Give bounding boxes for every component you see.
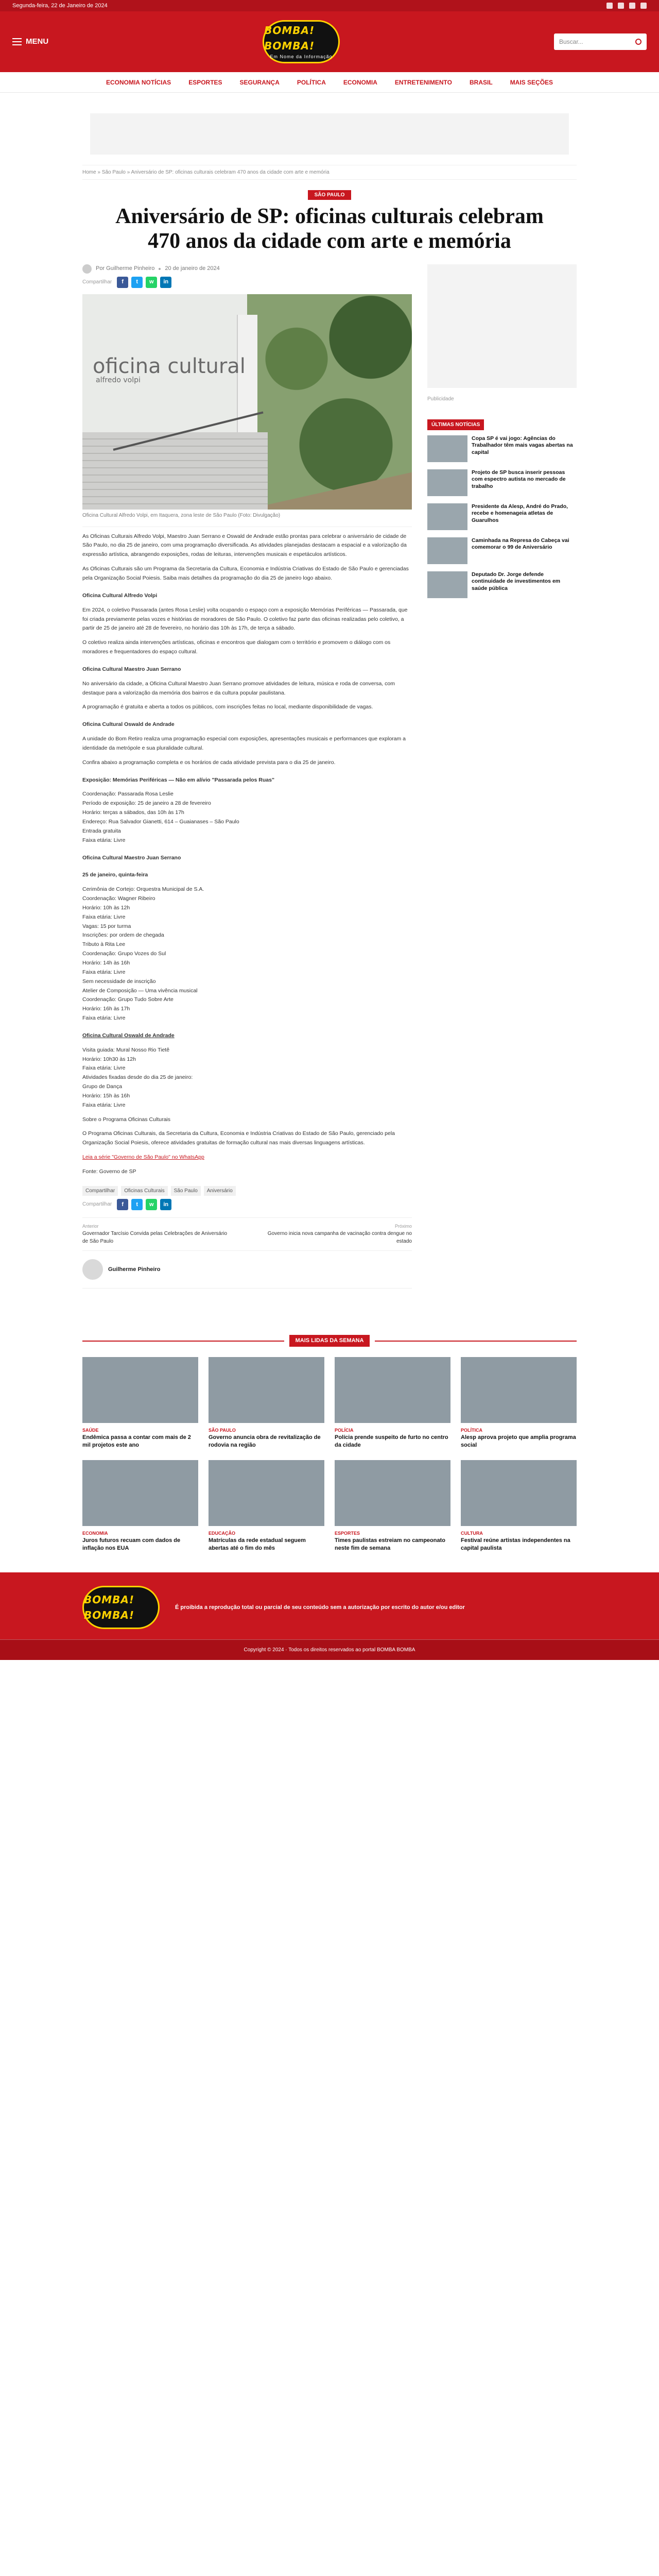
- sidebar-ad[interactable]: [427, 264, 577, 388]
- menu-button[interactable]: [12, 36, 48, 48]
- ad-label: Publicidade: [427, 396, 454, 402]
- paragraph: Confira abaixo a programação completa e os horários de cada atividade prevista para o dia 25 de janeiro.: [82, 759, 336, 766]
- news-thumbnail: [427, 537, 467, 564]
- tag[interactable]: Aniversário: [204, 1186, 236, 1196]
- nav-item[interactable]: MAIS SEÇÕES: [510, 78, 553, 86]
- ad-banner[interactable]: [90, 113, 569, 155]
- news-title: Caminhada na Represa do Cabeça vai comemorar o 99 de Aniversário: [472, 537, 569, 551]
- event-line: Faixa etária: Livre: [82, 1015, 126, 1022]
- author-box-name[interactable]: Guilherme Pinheiro: [108, 1266, 161, 1273]
- facebook-share-icon[interactable]: f: [117, 277, 128, 288]
- section-heading: Oficina Cultural Oswald de Andrade: [82, 721, 175, 728]
- card-category: SAÚDE: [82, 1427, 99, 1433]
- author-name[interactable]: Por Guilherme Pinheiro: [96, 265, 155, 272]
- event-line: Vagas: 15 por turma: [82, 923, 131, 929]
- event-line: Grupo de Dança: [82, 1083, 123, 1090]
- facebook-icon[interactable]: [606, 3, 613, 9]
- byline: [82, 264, 412, 274]
- news-thumbnail: [427, 435, 467, 462]
- event-line: Faixa etária: Livre: [82, 1065, 126, 1072]
- article-body: [82, 532, 412, 1177]
- paragraph: Em 2024, o coletivo Passarada (antes Rosa Leslie) volta ocupando o espaço com a exposição Memórias Periféricas — Passarada, que foi criada previamente pelas vozes e histórias de moradores de São Paulo. O coletivo faz parte das oficinas realizadas pelo coletivo, a partir de 25 de janeiro até 28 de fevereiro, no horário das 10h às 17h, de terça a sábado.: [82, 606, 408, 632]
- nav-item[interactable]: ECONOMIA NOTÍCIAS: [106, 78, 171, 86]
- whatsapp-share-icon[interactable]: w: [146, 277, 157, 288]
- news-card[interactable]: [335, 1357, 450, 1449]
- sidebar-news-item[interactable]: [427, 435, 577, 462]
- share-bar: [82, 277, 412, 288]
- event-line: Horário: 14h às 16h: [82, 959, 130, 966]
- event-heading: Oficina Cultural Maestro Juan Serrano: [82, 854, 181, 861]
- tag[interactable]: Compartilhar: [82, 1186, 118, 1196]
- sidebar: [427, 264, 577, 1289]
- top-bar-date: Segunda-feira, 22 de Janeiro de 2024: [12, 2, 108, 9]
- card-category: CULTURA: [461, 1530, 483, 1536]
- news-thumbnail: [427, 469, 467, 496]
- sidebar-news-item[interactable]: [427, 537, 577, 564]
- most-read-section: [82, 1335, 577, 1552]
- paragraph: No aniversário da cidade, a Oficina Cultural Maestro Juan Serrano promove atividades de leitura, música e roda de conversa, com destaque para a valorização da memória dos bairros e da cultura popular paulistana.: [82, 680, 395, 696]
- publish-date: 20 de janeiro de 2024: [165, 265, 220, 272]
- search-placeholder: Buscar...: [559, 38, 583, 45]
- paragraph: As Oficinas Culturais Alfredo Volpi, Maestro Juan Serrano e Oswald de Andrade estão prontas para celebrar o aniversário de cidade de São Paulo, no dia 25 de janeiro, com uma programação diversificada. As atividades planejadas destacam a espacial e a valorização da expressão artística, abrangendo exposições, rodas de leituras, intervenções musicais e espetáculos artísticos.: [82, 533, 407, 558]
- nav-item[interactable]: POLÍTICA: [297, 78, 326, 86]
- news-card[interactable]: [335, 1460, 450, 1552]
- author-box: [82, 1251, 412, 1289]
- event-line: Faixa etária: Livre: [82, 969, 126, 975]
- social-links: [606, 3, 647, 9]
- nav-item[interactable]: BRASIL: [470, 78, 493, 86]
- event-line: Faixa etária: Livre: [82, 1101, 126, 1108]
- event-line: Horário: 15h às 16h: [82, 1092, 130, 1099]
- sidebar-news-item[interactable]: [427, 503, 577, 530]
- card-title: Matrículas da rede estadual seguem abertas até o fim do mês: [209, 1537, 306, 1551]
- news-title: Projeto de SP busca inserir pessoas com espectro autista no mercado de trabalho: [472, 469, 566, 489]
- event-line: Coordenação: Wagner Ribeiro: [82, 895, 155, 902]
- sidebar-news-item[interactable]: [427, 469, 577, 496]
- paragraph: As Oficinas Culturais são um Programa da Secretaria da Cultura, Economia e Indústria Criativas do Estado de São Paulo e gerenciadas pela Organização Social Poiesis. Saiba mais detalhes da programação do dia 25 de janeiro logo abaixo.: [82, 566, 409, 581]
- nav-item[interactable]: ESPORTES: [188, 78, 222, 86]
- program-line: Período de exposição: 25 de janeiro a 28 de fevereiro: [82, 800, 211, 807]
- sidebar-news-item[interactable]: [427, 571, 577, 598]
- nav-item[interactable]: ENTRETENIMENTO: [394, 78, 453, 86]
- search-icon[interactable]: [635, 39, 641, 45]
- menu-label: MENU: [26, 37, 49, 46]
- paragraph: O Programa Oficinas Culturais, da Secretaria da Cultura, Economia e Indústria Criativas do Estado de São Paulo, gerenciado pela Organização Social Poiesis, oferece atividades gratuitas de formação cultural nas mais diversas linguagens artísticas.: [82, 1130, 395, 1146]
- event-line: Inscrições: por ordem de chegada: [82, 932, 164, 939]
- hero-image: [82, 294, 412, 510]
- event-line: Tributo à Rita Lee: [82, 941, 126, 948]
- card-image: [461, 1357, 577, 1423]
- whatsapp-share-icon[interactable]: w: [146, 1199, 157, 1210]
- program-heading: Exposição: Memórias Periféricas — Não em alívio "Passarada pelos Ruas": [82, 776, 274, 783]
- category-badge[interactable]: SÃO PAULO: [308, 190, 351, 200]
- program-line: Entrada gratuita: [82, 827, 121, 834]
- news-card[interactable]: [461, 1460, 577, 1552]
- card-category: ESPORTES: [335, 1530, 360, 1536]
- footer-logo-text: BOMBA! BOMBA!: [84, 1594, 134, 1622]
- event-line: Visita guiada: Mural Nosso Rio Tietê: [82, 1046, 170, 1053]
- source-credit: Fonte: Governo de SP: [82, 1168, 136, 1175]
- twitter-icon[interactable]: [618, 3, 624, 9]
- next-post-link[interactable]: Próximo Governo inicia nova campanha de vacinação contra dengue no estado: [267, 1223, 412, 1245]
- card-title: Polícia prende suspeito de furto no centro da cidade: [335, 1434, 448, 1448]
- search-input[interactable]: [554, 33, 647, 50]
- site-header: [0, 11, 659, 72]
- card-category: SÃO PAULO: [209, 1427, 236, 1433]
- news-title: Presidente da Alesp, André do Prado, recebe e homenageia atletas de Guarulhos: [472, 503, 568, 523]
- nav-item[interactable]: ECONOMIA: [343, 78, 377, 86]
- event-line: Faixa etária: Livre: [82, 913, 126, 920]
- news-thumbnail: [427, 503, 467, 530]
- event-line: Coordenação: Grupo Tudo Sobre Arte: [82, 996, 174, 1003]
- author-avatar: [82, 264, 92, 274]
- news-title: Deputado Dr. Jorge defende continuidade de investimentos em saúde pública: [472, 571, 561, 591]
- news-thumbnail: [427, 571, 467, 598]
- card-title: Alesp aprova projeto que amplia programa social: [461, 1434, 576, 1448]
- program-line: Endereço: Rua Salvador Gianetti, 614 – Guaianases – São Paulo: [82, 819, 239, 825]
- news-card[interactable]: [209, 1357, 324, 1449]
- paragraph: Sobre o Programa Oficinas Culturais: [82, 1116, 170, 1123]
- footer-logo[interactable]: [82, 1586, 160, 1629]
- sidebar-heading: ÚLTIMAS NOTÍCIAS: [427, 419, 484, 430]
- news-card[interactable]: [461, 1357, 577, 1449]
- card-image: [209, 1460, 324, 1526]
- top-bar: [0, 0, 659, 11]
- divider-line: [82, 1341, 284, 1342]
- card-title: Endêmica passa a contar com mais de 2 mil projetos este ano: [82, 1434, 191, 1448]
- card-category: EDUCAÇÃO: [209, 1530, 236, 1536]
- card-image: [335, 1357, 450, 1423]
- card-category: POLÍTICA: [461, 1427, 482, 1433]
- event-line: Atividades fixadas desde do dia 25 de janeiro:: [82, 1074, 193, 1081]
- site-footer: [0, 1572, 659, 1660]
- news-card[interactable]: [82, 1357, 198, 1449]
- paragraph: A unidade do Bom Retiro realiza uma programação especial com exposições, apresentações musicais e performances que exploram a identidade da metrópole e sua pluralidade cultural.: [82, 736, 406, 751]
- tag[interactable]: São Paulo: [171, 1186, 201, 1196]
- prev-post-link[interactable]: Anterior Governador Tarcísio Convida pelas Celebrações de Aniversário de São Paulo: [82, 1223, 228, 1245]
- linkedin-share-icon[interactable]: in: [160, 277, 171, 288]
- card-category: POLÍCIA: [335, 1427, 354, 1433]
- instagram-icon[interactable]: [629, 3, 635, 9]
- paragraph: O coletivo realiza ainda intervenções artísticas, oficinas e encontros que dialogam com o território e promovem o diálogo com os moradores e frequentadores do espaço cultural.: [82, 639, 391, 655]
- share-label: Compartilhar: [82, 279, 112, 285]
- card-image: [82, 1460, 198, 1526]
- event-line: Sem necessidade de inscrição: [82, 978, 156, 985]
- twitter-share-icon[interactable]: t: [131, 277, 143, 288]
- divider-line: [375, 1341, 577, 1342]
- tag[interactable]: Oficinas Culturais: [121, 1186, 167, 1196]
- event-line: Horário: 10h30 às 12h: [82, 1056, 136, 1062]
- paragraph[interactable]: Leia a série "Governo de São Paulo" no WhatsApp: [82, 1154, 204, 1161]
- event-line: Cerimônia de Cortejo: Orquestra Municipal de S.A.: [82, 886, 204, 893]
- section-heading: Oficina Cultural Alfredo Volpi: [82, 592, 158, 599]
- share-label-bottom: Compartilhar: [82, 1201, 112, 1208]
- event-line: Atelier de Composição — Uma vivência musical: [82, 987, 198, 994]
- event-line: Horário: 10h às 12h: [82, 904, 130, 911]
- card-image: [209, 1357, 324, 1423]
- card-image: [82, 1357, 198, 1423]
- card-image: [461, 1460, 577, 1526]
- logo-tagline: Em Nome da Informação: [270, 54, 333, 60]
- hamburger-icon: [12, 38, 22, 45]
- event-line: Horário: 16h às 17h: [82, 1006, 130, 1012]
- news-card[interactable]: [209, 1460, 324, 1552]
- card-category: ECONOMIA: [82, 1530, 108, 1536]
- event-line: Coordenação: Grupo Vozes do Sul: [82, 951, 166, 957]
- main-nav: [0, 72, 659, 93]
- program-line: Horário: terças a sábados, das 10h às 17h: [82, 809, 184, 816]
- section-heading: Oficina Cultural Maestro Juan Serrano: [82, 666, 181, 672]
- footer-notice: É proibida a reprodução total ou parcial de seu conteúdo sem a autorização por escrito do autor e/ou editor: [175, 1604, 465, 1611]
- twitter-share-icon[interactable]: t: [131, 1199, 143, 1210]
- linkedin-share-icon[interactable]: in: [160, 1199, 171, 1210]
- hero-sign-text: oficina cultural alfredo volpi: [93, 354, 246, 384]
- card-title: Festival reúne artistas independentes na capital paulista: [461, 1537, 570, 1551]
- copyright: Copyright © 2024 · Todos os direitos reservados ao portal BOMBA BOMBA: [0, 1639, 659, 1660]
- author-box-avatar: [82, 1259, 103, 1280]
- youtube-icon[interactable]: [640, 3, 647, 9]
- card-title: Governo anuncia obra de revitalização de rodovia na região: [209, 1434, 321, 1448]
- article-title: Aniversário de SP: oficinas culturais celebram 470 anos da cidade com arte e memória: [115, 205, 544, 253]
- tag-list: [82, 1186, 412, 1196]
- nav-item[interactable]: SEGURANÇA: [239, 78, 280, 86]
- program-line: Coordenação: Passarada Rosa Leslie: [82, 791, 174, 798]
- card-title: Juros futuros recuam com dados de inflação nos EUA: [82, 1537, 181, 1551]
- paragraph: A programação é gratuita e aberta a todos os públicos, com inscrições feitas no local, mediante disponibilidade de vagas.: [82, 704, 373, 710]
- site-logo[interactable]: [263, 20, 340, 63]
- post-navigation: [82, 1217, 412, 1251]
- logo-text: BOMBA! BOMBA!: [264, 24, 315, 53]
- card-image: [335, 1460, 450, 1526]
- card-title: Times paulistas estreiam no campeonato neste fim de semana: [335, 1537, 445, 1551]
- news-card[interactable]: [82, 1460, 198, 1552]
- section-heading: Oficina Cultural Oswald de Andrade: [82, 1032, 175, 1039]
- program-line: Faixa etária: Livre: [82, 837, 126, 843]
- separator-dot: [159, 268, 161, 270]
- breadcrumb[interactable]: Home » São Paulo » Aniversário de SP: oficinas culturais celebram 470 anos da cidade com arte e memória: [82, 165, 577, 180]
- news-title: Copa SP é vai jogo: Agências do Trabalhador têm mais vagas abertas na capital: [472, 435, 573, 455]
- share-bar-bottom: [82, 1199, 412, 1210]
- image-caption: Oficina Cultural Alfredo Volpi, em Itaquera, zona leste de São Paulo (Foto: Divulgação): [82, 510, 412, 527]
- facebook-share-icon[interactable]: f: [117, 1199, 128, 1210]
- article-main: [82, 264, 412, 1289]
- most-read-heading: MAIS LIDAS DA SEMANA: [289, 1335, 370, 1347]
- event-date: 25 de janeiro, quinta-feira: [82, 872, 148, 878]
